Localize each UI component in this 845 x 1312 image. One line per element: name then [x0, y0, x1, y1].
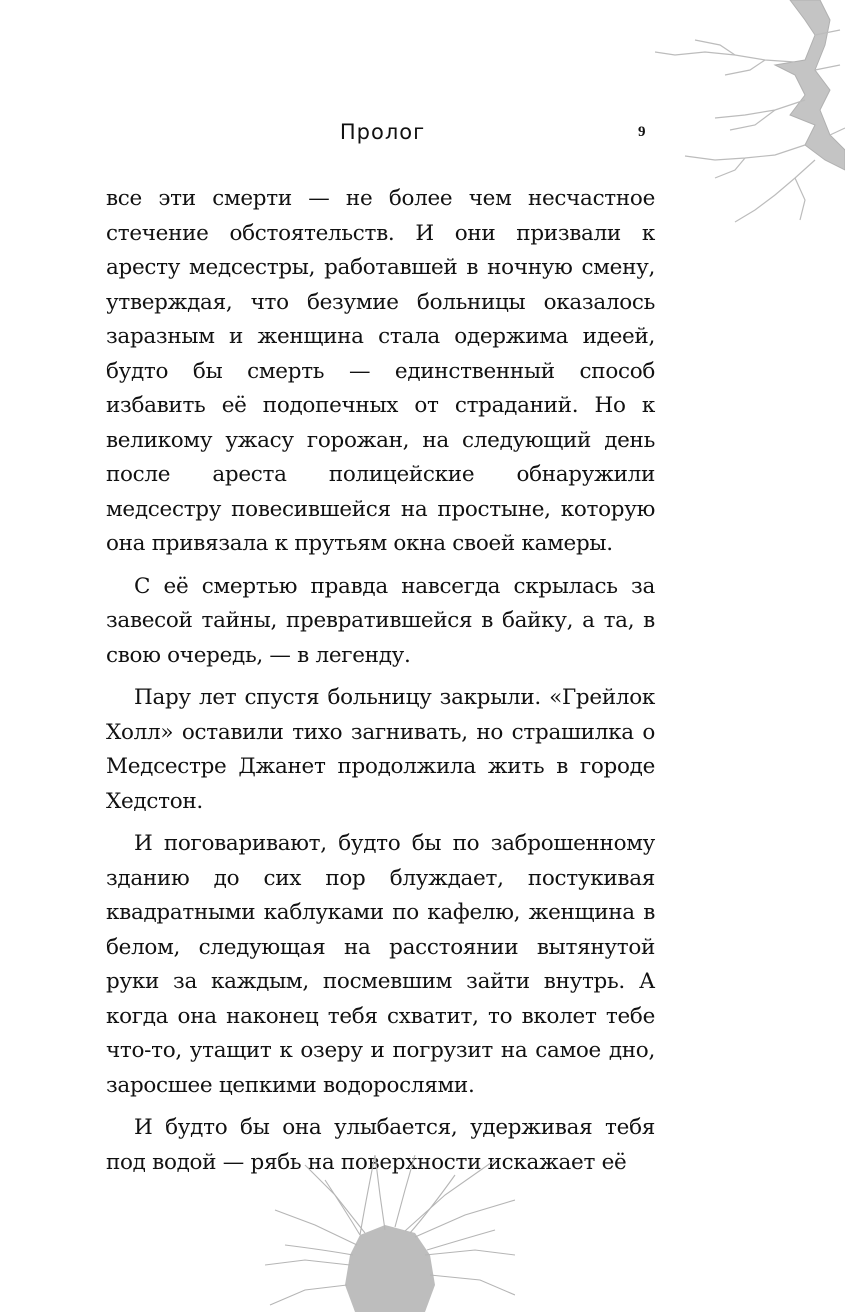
paragraph: И поговаривают, будто бы по заброшенному зданию до сих пор блуждает, постукивая квадратными каблуками по кафелю, женщина в белом, следующая на расстоянии вытянутой руки за каждым, посмевшим зайти внутрь. А когда она наконец тебя схватит, то вколет тебе что-то, утащит к озеру и погрузит на самое дно, заросшее цепкими водорослями. — [106, 831, 655, 1098]
shattered-glass-ornament — [265, 1155, 515, 1312]
paragraph: С её смертью правда навсегда скрылась за завесой тайны, превратившейся в байку, а та, в свою очередь, — в легенду. — [106, 573, 655, 668]
paragraph: все эти смерти — не более чем несчастное стечение обстоятельств. И они призвали к аресту медсестры, работавшей в ночную смену, утверждая, что безумие больницы оказалось заразным и женщина стала одержима идеей, будто бы смерть — единственный способ избавить её подопечных от страданий. Но к великому ужасу горожан, на следующий день после ареста полицейские обнаружили медсестру повесившейся на простыне, которую она привязала к прутьям окна своей камеры. — [106, 186, 655, 556]
crack-ornament-top — [655, 0, 845, 230]
paragraph: И будто бы она улыбается, удерживая тебя под водой — рябь на поверхности искажает её — [106, 1115, 655, 1175]
page-number: 9 — [638, 124, 646, 140]
running-header — [0, 117, 845, 147]
paragraph: Пару лет спустя больницу закрыли. «Грейлок Холл» оставили тихо загнивать, но страшилка о Медсестре Джанет продолжила жить в городе Хедстон. — [106, 685, 655, 814]
running-title: Пролог — [339, 120, 426, 144]
body-text — [106, 182, 655, 1188]
